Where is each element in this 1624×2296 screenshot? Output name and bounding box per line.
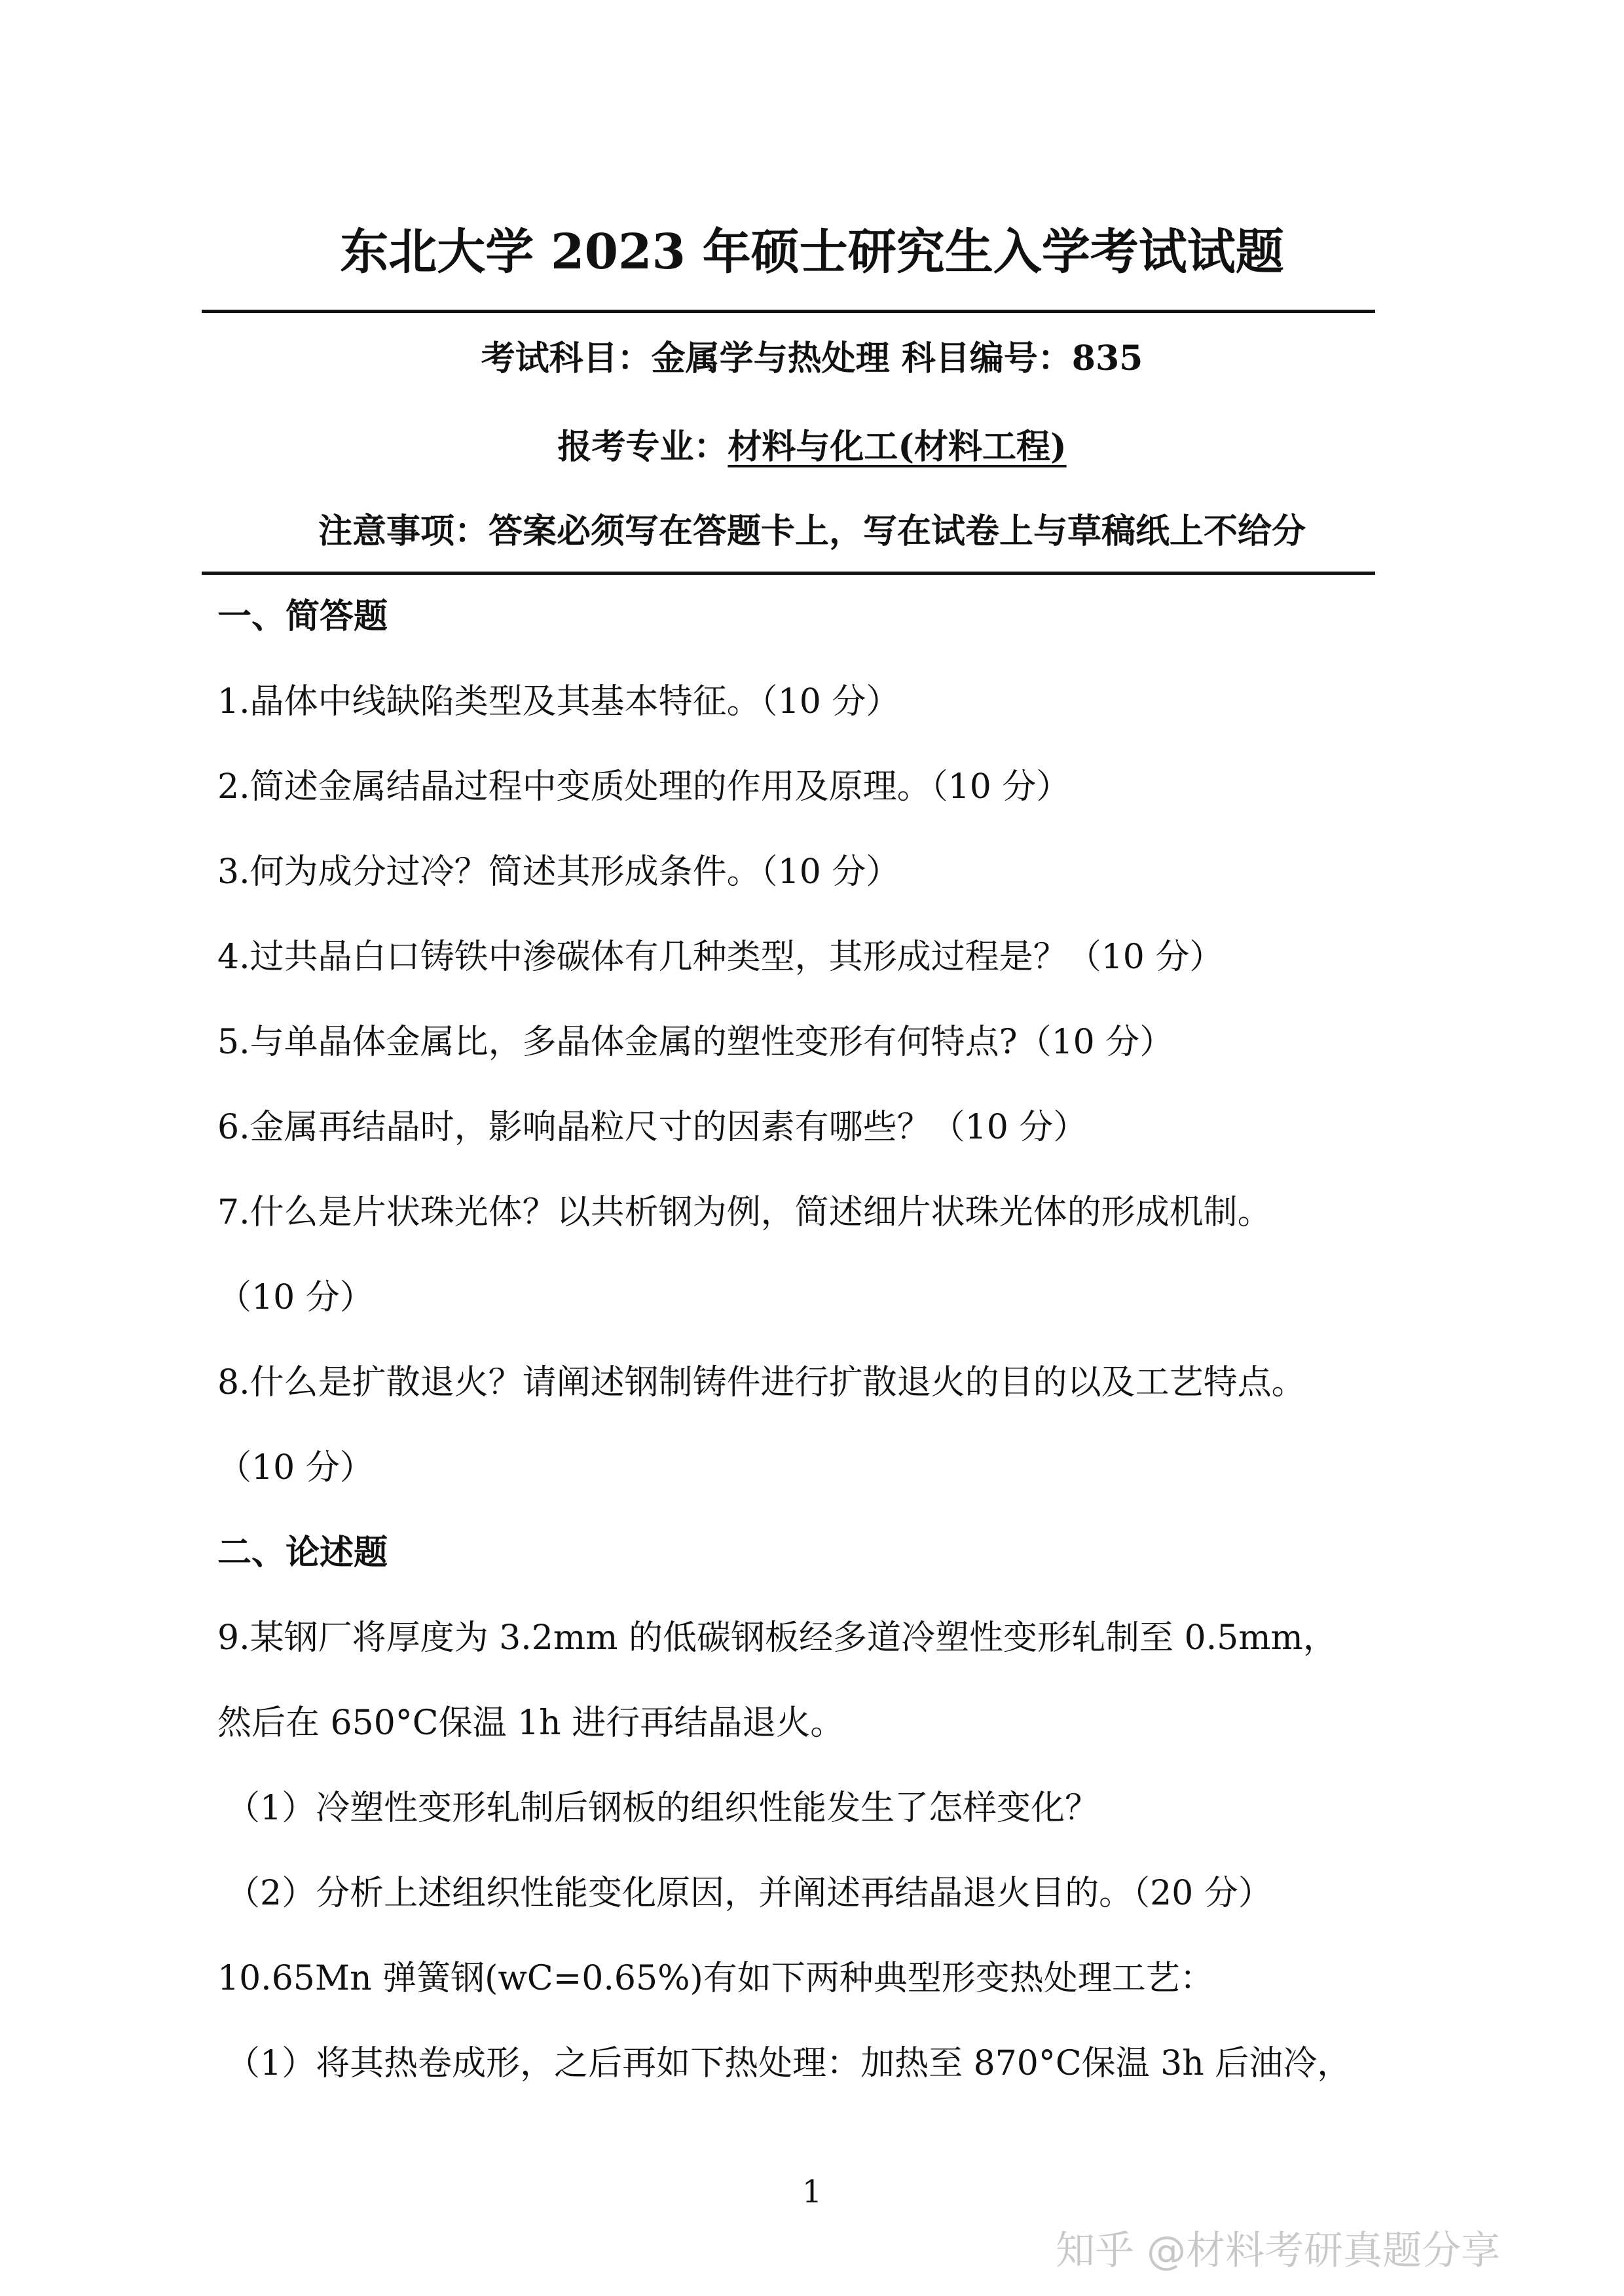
question-line: （2）分析上述组织性能变化原因，并阐述再结晶退火目的。（20 分） <box>226 1874 1272 1913</box>
question-line: 9.某钢厂将厚度为 3.2mm 的低碳钢板经多道冷塑性变形轧制至 0.5mm， <box>217 1618 1337 1658</box>
question-line: 8.什么是扩散退火？请阐述钢制铸件进行扩散退火的目的以及工艺特点。 <box>217 1363 1306 1402</box>
exam-title: 东北大学 2023 年硕士研究生入学考试试题 <box>340 224 1284 280</box>
question-line: 2.简述金属结晶过程中变质处理的作用及原理。（10 分） <box>217 767 1071 807</box>
question-line: 1.晶体中线缺陷类型及其基本特征。（10 分） <box>217 682 900 721</box>
question-line: （10 分） <box>217 1448 374 1487</box>
section-heading-essay: 二、论述题 <box>217 1533 388 1573</box>
header-rule-top <box>202 310 1375 313</box>
page-number: 1 <box>802 2174 822 2210</box>
question-line: 3.何为成分过冷？简述其形成条件。（10 分） <box>217 852 900 892</box>
header-rule-bottom <box>202 572 1375 575</box>
question-line: 4.过共晶白口铸铁中渗碳体有几种类型，其形成过程是？（10 分） <box>217 938 1224 977</box>
major-value: 材料与化工(材料工程) <box>728 427 1067 467</box>
subject-line: 考试科目：金属学与热处理 科目编号：835 <box>481 338 1143 378</box>
major-label: 报考专业： <box>557 427 728 467</box>
question-line: 5.与单晶体金属比，多晶体金属的塑性变形有何特点?（10 分） <box>217 1023 1174 1062</box>
question-line: 7.什么是片状珠光体？以共析钢为例，简述细片状珠光体的形成机制。 <box>217 1193 1272 1232</box>
question-line: 然后在 650°C保温 1h 进行再结晶退火。 <box>217 1704 845 1743</box>
notice-line: 注意事项：答案必须写在答题卡上，写在试卷上与草稿纸上不给分 <box>318 511 1306 551</box>
watermark: 知乎 @材料考研真题分享 <box>1056 2228 1501 2274</box>
section-heading-short-answer: 一、简答题 <box>217 596 388 636</box>
question-line: （1）冷塑性变形轧制后钢板的组织性能发生了怎样变化？ <box>226 1789 1099 1828</box>
question-line: （10 分） <box>217 1278 374 1317</box>
question-line: 6.金属再结晶时，影响晶粒尺寸的因素有哪些？（10 分） <box>217 1108 1088 1147</box>
question-line: 10.65Mn 弹簧钢(wC=0.65%)有如下两种典型形变热处理工艺： <box>217 1959 1214 1998</box>
major-line <box>0 421 1624 473</box>
question-line: （1）将其热卷成形，之后再如下热处理：加热至 870°C保温 3h 后油冷， <box>226 2044 1352 2083</box>
